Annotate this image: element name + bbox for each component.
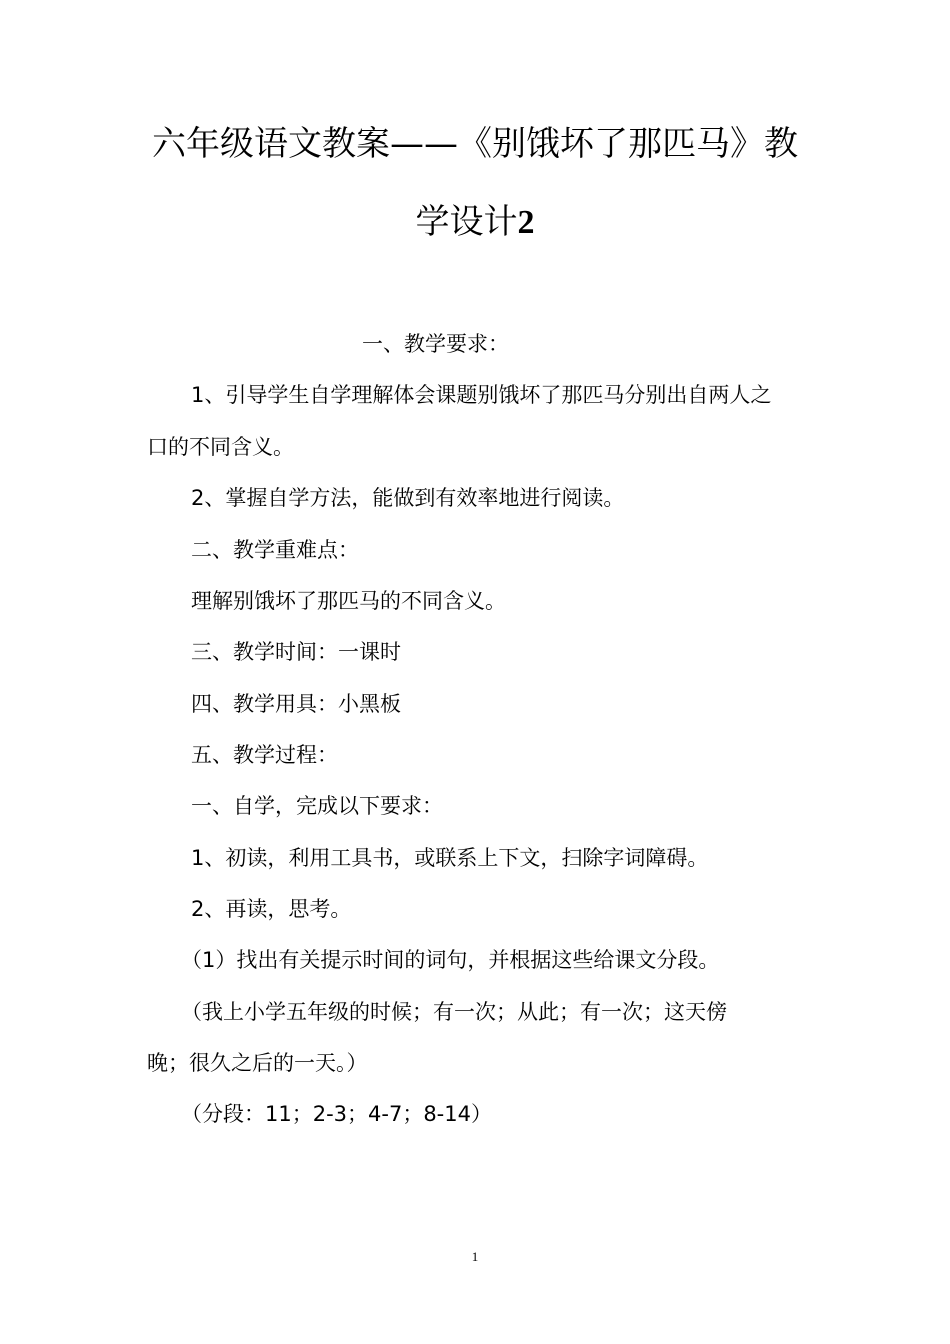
document-title-line-2: [120, 202, 830, 243]
paragraph-time-words-cont: 晚；很久之后的一天。）: [147, 1051, 368, 1075]
title-number: 2: [517, 204, 535, 241]
paragraph-requirement-2: 2、掌握自学方法，能做到有效率地进行阅读。: [191, 486, 625, 510]
paragraph-step-2: 2、再读，思考。: [191, 897, 352, 921]
page-number: 1: [471, 1249, 479, 1264]
paragraph-segments: （分段：11；2-3；4-7；8-14）: [181, 1102, 492, 1126]
section-heading-key-points: 二、教学重难点：: [191, 538, 359, 562]
section-heading-requirements: 一、教学要求：: [362, 332, 509, 356]
paragraph-requirement-1-cont: 口的不同含义。: [147, 435, 294, 459]
section-teaching-tools: 四、教学用具：小黑板: [191, 692, 401, 716]
paragraph-requirement-1: 1、引导学生自学理解体会课题别饿坏了那匹马分别出自两人之: [191, 383, 772, 407]
document-title-line-1: 六年级语文教案——《别饿坏了那匹马》教: [152, 124, 798, 164]
paragraph-key-point: 理解别饿坏了那匹马的不同含义。: [191, 589, 506, 613]
paragraph-self-study: 一、自学，完成以下要求：: [191, 794, 443, 818]
section-teaching-time: 三、教学时间：一课时: [191, 640, 401, 664]
section-heading-process: 五、教学过程：: [191, 743, 338, 767]
paragraph-task-1: （1）找出有关提示时间的词句，并根据这些给课文分段。: [181, 948, 720, 972]
paragraph-step-1: 1、初读，利用工具书，或联系上下文，扫除字词障碍。: [191, 846, 709, 870]
paragraph-time-words: （我上小学五年级的时候；有一次；从此；有一次；这天傍: [181, 1000, 727, 1024]
title-text: 学设计: [415, 202, 518, 242]
